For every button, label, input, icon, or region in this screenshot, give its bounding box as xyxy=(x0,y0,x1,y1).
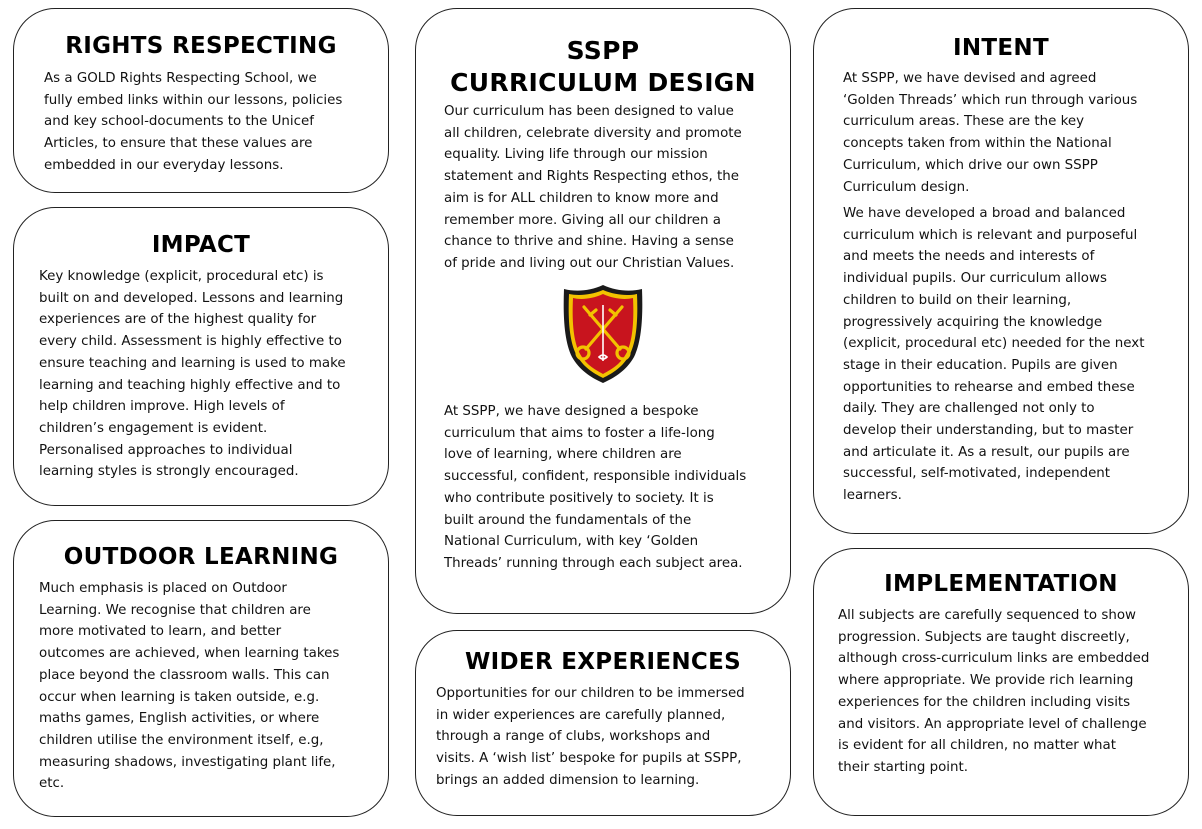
curriculum-design-intro-text: Our curriculum has been designed to value all children, celebrate diversity and promote equality. Living life through our mission statement and Rights Respecting ethos, the aim is for ALL children to know more and remember more. Giving all our children a chance to thrive and shine. Having a sense of pride and living out our Christian Values. xyxy=(444,104,742,271)
curriculum-design-title xyxy=(416,35,790,99)
impact-text: Key knowledge (explicit, procedural etc) is built on and developed. Lessons and learning experiences are of the highest quality for every child. Assessment is highly effective to ensure teaching and learning is used to make learning and teaching highly effective and to help children improve. High levels of children’s engagement is evident. Personalised approaches to individual learning styles is strongly encouraged. xyxy=(39,269,346,480)
wider-experiences-card xyxy=(415,630,791,816)
curriculum-design-bespoke-text: At SSPP, we have designed a bespoke curriculum that aims to foster a life-long love of learning, where children are successful, confident, responsible individuals who contribute positively to society. It is built around the fundamentals of the National Curriculum, with key ‘Golden Threads’ running through each subject area. xyxy=(444,404,747,571)
implementation-card xyxy=(813,548,1189,816)
intent-card xyxy=(813,8,1189,534)
outdoor-learning-title: OUTDOOR LEARNING xyxy=(63,544,339,570)
intent-broad-curriculum-text: We have developed a broad and balanced curriculum which is relevant and purposeful and meets the needs and interests of individual pupils. Our curriculum allows children to build on their learning, progressively acquiring the knowledge (explicit, procedural etc) needed for the next stage in their education. Pupils are given opportunities to rehearse and embed these daily. They are challenged not only to develop their understanding, but to master and articulate it. As a result, our pupils are successful, self-motivated, independent learners. xyxy=(843,206,1145,504)
implementation-title: IMPLEMENTATION xyxy=(884,571,1118,597)
impact-title: IMPACT xyxy=(151,232,251,258)
wider-experiences-title: WIDER EXPERIENCES xyxy=(465,649,741,675)
impact-card xyxy=(13,207,389,506)
intent-title: INTENT xyxy=(953,35,1049,61)
curriculum-design-title-line1: SSPP xyxy=(566,36,640,65)
school-crest-keys-icon xyxy=(560,283,646,385)
intent-golden-threads-text: At SSPP, we have devised and agreed ‘Golden Threads’ which run through various curriculum areas. These are the key concepts taken from within the National Curriculum, which drive our own SSPP Curriculum design. xyxy=(843,71,1138,195)
outdoor-learning-text: Much emphasis is placed on Outdoor Learning. We recognise that children are more motivated to learn, and better outcomes are achieved, when learning takes place beyond the classroom walls. This can occur when learning is taken outside, e.g. maths games, English activities, or where children utilise the environment itself, e.g, measuring shadows, investigating plant life, etc. xyxy=(39,581,340,792)
outdoor-learning-card xyxy=(13,520,389,817)
rights-respecting-title: RIGHTS RESPECTING xyxy=(65,33,337,59)
curriculum-design-card xyxy=(415,8,791,614)
wider-experiences-text: Opportunities for our children to be immersed in wider experiences are carefully planned, through a range of clubs, workshops and visits. A ‘wish list’ bespoke for pupils at SSPP, brings an added dimension to learning. xyxy=(436,686,745,788)
curriculum-design-title-line2: CURRICULUM DESIGN xyxy=(450,68,756,97)
implementation-text: All subjects are carefully sequenced to show progression. Subjects are taught discreetly, although cross-curriculum links are embedded where appropriate. We provide rich learning experiences for the children including visits and visitors. An appropriate level of challenge is evident for all children, no matter what their starting point. xyxy=(838,608,1150,775)
rights-respecting-text: As a GOLD Rights Respecting School, we fully embed links within our lessons, policies and key school-documents to the Unicef Articles, to ensure that these values are embedded in our everyday lessons. xyxy=(44,71,343,173)
rights-respecting-card xyxy=(13,8,389,193)
